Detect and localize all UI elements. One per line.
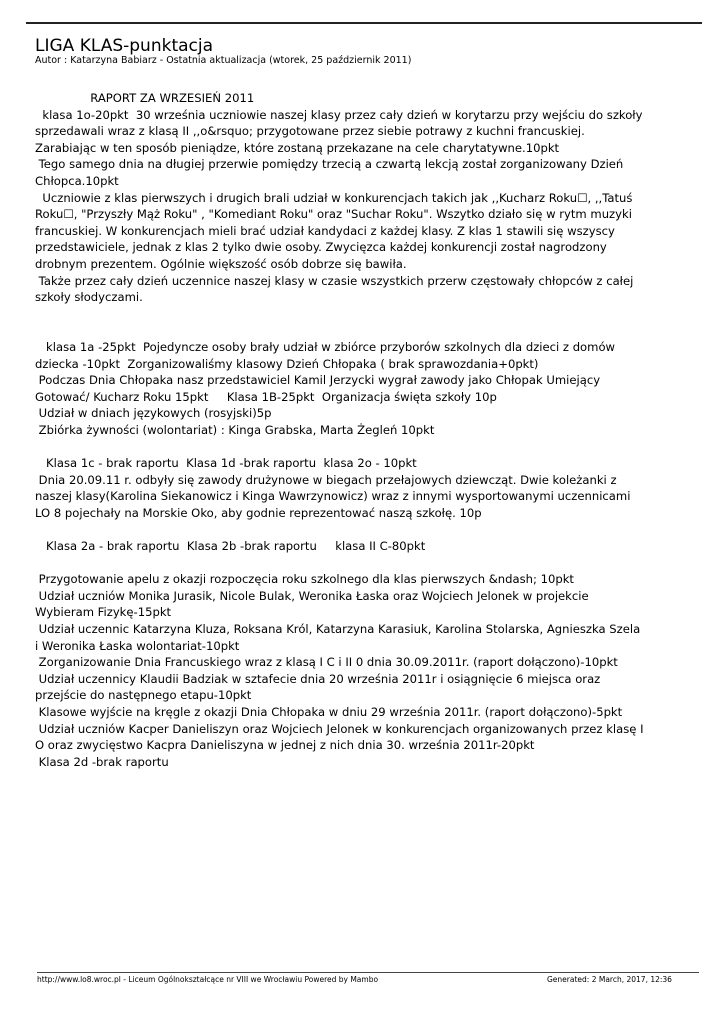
text-line: Wybieram Fizykę-15pkt — [35, 605, 172, 620]
text-line: Gotować/ Kucharz Roku 15pkt Klasa 1B-25pkt Organizacja święta szkoły 10p — [35, 389, 497, 404]
text-line: Dnia 20.09.11 r. odbyły się zawody drużynowe w biegach przełajowych dziewcząt. Dwie koleżanki z — [35, 472, 617, 487]
text-line: i Weronika Łaska wolontariat-10pkt — [35, 638, 240, 653]
text-line: Udział uczennicy Klaudii Badziak w sztafecie dnia 20 września 2011r i osiągnięcie 6 miejsca oraz — [35, 671, 601, 686]
text-line: Klasa 2a - brak raportu Klasa 2b -brak raportu klasa II C-80pkt — [35, 539, 426, 554]
text-line: Klasa 2d -brak raportu — [35, 754, 169, 769]
text-line: Udział uczniów Kacper Danieliszyn oraz Wojciech Jelonek w konkurencjach organizowanych przez klasę I — [35, 721, 644, 736]
text-line: szkoły słodyczami. — [35, 290, 143, 305]
text-line: Udział uczniów Monika Jurasik, Nicole Bulak, Weronika Łaska oraz Wojciech Jelonek w projekcie — [35, 588, 589, 603]
text-line: przedstawiciele, jednak z klas 2 tylko dwie osoby. Zwycięzca każdej konkurencji został nagrodzony — [35, 240, 607, 255]
text-line: dziecka -10pkt Zorganizowaliśmy klasowy Dzień Chłopaka ( brak sprawozdania+0pkt) — [35, 356, 539, 371]
text-line: Zarabiając w ten sposób pieniądze, które zostaną przekazane na cele charytatywne.10pkt — [35, 140, 560, 155]
blank-line — [35, 438, 690, 455]
text-line: RAPORT ZA WRZESIEŃ 2011 — [35, 91, 255, 105]
footer-site-link[interactable]: http://www.lo8.wroc.pl - Liceum Ogólnokształcące nr VIII we Wrocławiu Powered by Mambo — [37, 975, 379, 984]
text-line: sprzedawali wraz z klasą II ,,o&rsquo; przygotowane przez siebie potrawy z kuchni francuskiej. — [35, 124, 585, 139]
text-line: Uczniowie z klas pierwszych i drugich brali udział w konkurencjach takich jak ,,Kucharz Roku☐, ,,Tatuś — [35, 190, 633, 205]
page-title: LIGA KLAS-punktacja — [35, 36, 214, 56]
footer-generated: Generated: 2 March, 2017, 12:36 — [547, 975, 672, 984]
text-line: Podczas Dnia Chłopaka nasz przedstawiciel Kamil Jerzycki wygrał zawody jako Chłopak Umiejący — [35, 373, 601, 388]
text-line: Zbiórka żywności (wolontariat) : Kinga Grabska, Marta Żegleń 10pkt — [35, 422, 435, 437]
text-line: klasa 1a -25pkt Pojedyncze osoby brały udział w zbiórce przyborów szkolnych dla dzieci z domów — [35, 339, 616, 354]
text-line: Tego samego dnia na długiej przerwie pomiędzy trzecią a czwartą lekcją został zorganizowany Dzień — [35, 157, 624, 172]
blank-line — [35, 322, 690, 339]
text-line: Klasa 1c - brak raportu Klasa 1d -brak raportu klasa 2o - 10pkt — [35, 456, 417, 471]
blank-line — [35, 555, 690, 572]
text-line: Chłopca.10pkt — [35, 173, 119, 188]
text-line: Przygotowanie apelu z okazji rozpoczęcia roku szkolnego dla klas pierwszych &ndash; 10pkt — [35, 572, 574, 587]
text-line: klasa 1o-20pkt 30 września uczniowie naszej klasy przez cały dzień w korytarzu przy wejściu do szkoły — [35, 107, 643, 122]
text-line: francuskiej. W konkurencjach mieli brać udział kandydaci z każdej klasy. Z klas 1 stawili się wszyscy — [35, 223, 615, 238]
author-meta: Autor : Katarzyna Babiarz - Ostatnia aktualizacja (wtorek, 25 październik 2011) — [35, 55, 412, 66]
text-line: Także przez cały dzień uczennice naszej klasy w czasie wszystkich przerw częstowały chłopców z całej — [35, 273, 634, 288]
text-line: LO 8 pojechały na Morskie Oko, aby godnie reprezentować naszą szkołę. 10p — [35, 505, 482, 520]
top-rule — [26, 22, 702, 24]
text-line: naszej klasy(Karolina Siekanowicz i Kinga Wawrzynowicz) wraz z innymi wysportowanymi uczennicami — [35, 489, 631, 504]
text-line: Roku☐, "Przyszły Mąż Roku" , "Komediant Roku" oraz "Suchar Roku". Wszytko działo się w rytm muzyki — [35, 207, 632, 222]
text-line: Klasowe wyjście na kręgle z okazji Dnia Chłopaka w dniu 29 września 2011r. (raport dołączono)-5pkt — [35, 704, 623, 719]
blank-line — [35, 306, 690, 323]
text-line: Udział w dniach językowych (rosyjski)5p — [35, 406, 272, 421]
footer-rule — [37, 972, 699, 973]
text-line: O oraz zwycięstwo Kacpra Danieliszyna w jednej z nich dnia 30. września 2011r-20pkt — [35, 738, 535, 753]
text-line: Zorganizowanie Dnia Francuskiego wraz z klasą I C i II 0 dnia 30.09.2011r. (raport dołączono)-10pkt — [35, 655, 618, 670]
text-line: przejście do następnego etapu-10pkt — [35, 688, 252, 703]
blank-line — [35, 521, 690, 538]
text-line: drobnym prezentem. Ogólnie większość osób dobrze się bawiła. — [35, 256, 407, 271]
text-line: Udział uczennic Katarzyna Kluza, Roksana Król, Katarzyna Karasiuk, Karolina Stolarska, Agnieszka Szela — [35, 622, 641, 636]
article-body — [35, 90, 690, 770]
